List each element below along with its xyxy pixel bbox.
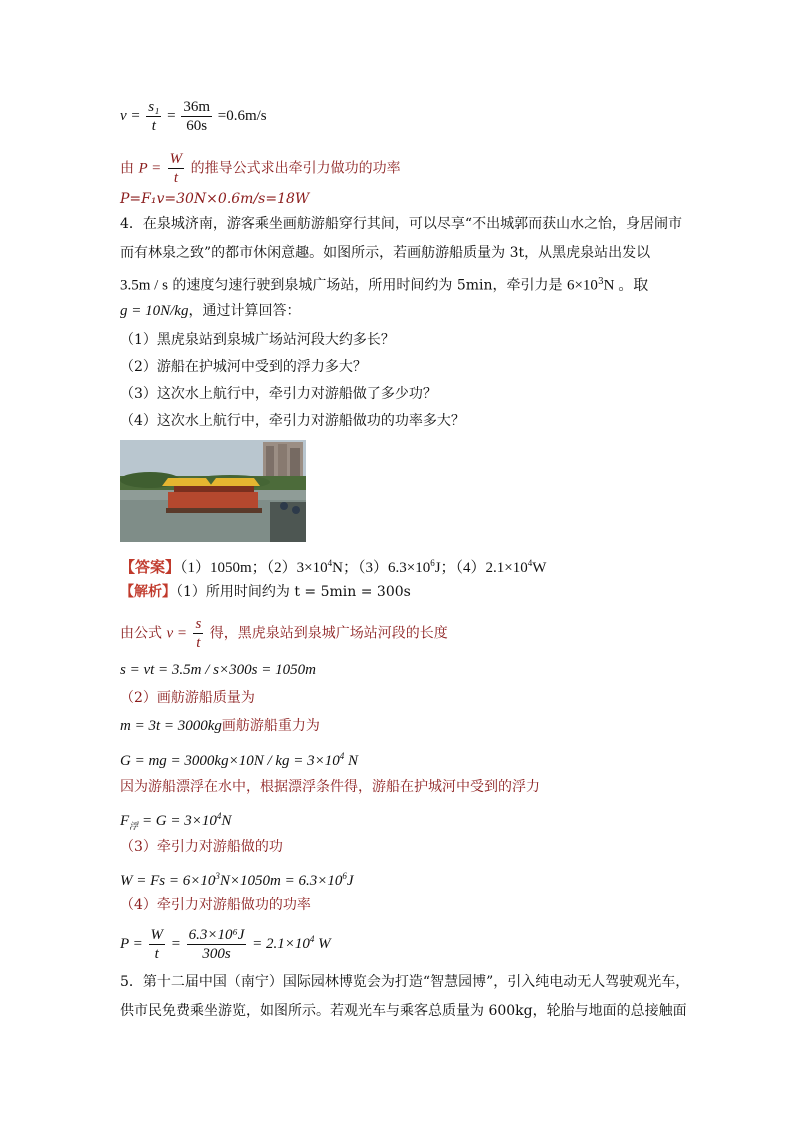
formula-line: 由公式 v = $\frac{s}{t}$ 得，黑虎泉站到泉城广场站河段的长度 xyxy=(120,616,448,651)
q4-sub2: （2）游船在护城河中受到的浮力多大？ xyxy=(120,359,367,375)
float-text: 因为游船漂浮在水中，根据漂浮条件得，游船在护城河中受到的浮力 xyxy=(120,779,540,795)
boat-photo xyxy=(120,440,306,542)
q4-sub3: （3）这次水上航行中，牵引力对游船做了多少功？ xyxy=(120,386,437,402)
part4-title: （4）牵引力对游船做功的功率 xyxy=(120,897,311,913)
q4-text-3: 3.5m / s 的速度匀速行驶到泉城广场站，所用时间约为 5min，牵引力是 $6\times 10^3N$ 。取 xyxy=(120,277,649,294)
analysis-line: 【解析】（1）所用时间约为 t = 5min = 300s xyxy=(120,584,411,600)
part3-title: （3）牵引力对游船做的功 xyxy=(120,839,283,855)
analysis-tag: 【解析】 xyxy=(120,584,176,600)
velocity-formula: v = $\frac{\text{s₁}}{t}$ = $\frac{36m}{60s}$ =0.6m/s xyxy=(120,99,267,134)
work-calc: $W = Fs = 6\times 10^3N\times 1050m = 6.3\times 10^6J$ xyxy=(120,871,354,889)
power-result-line: P=F₁v=30N×0.6m/s=18W xyxy=(120,191,310,207)
power-derivation-line: 由 P = $\frac{W}{t}$ 的推导公式求出牵引力做功的功率 xyxy=(120,151,401,186)
answer-line: 【答案】（1）1050m；$(2)3\times 10^4N$；$(3)6.3\times 10^6J$；$(4)2.1\times 10^4W$ xyxy=(120,558,547,576)
buoyancy-calc: $F_浮 = G = 3\times 10^4N$ xyxy=(120,811,232,831)
gravity-calc: G = mg = 3000kg×10N / kg = $3\times 10^4$ N xyxy=(120,751,359,769)
q5-text-1: 5．第十二届中国（南宁）国际园林博览会为打造“智慧园博”，引入纯电动无人驾驶观光车， xyxy=(120,974,690,990)
q4-sub4: （4）这次水上航行中，牵引力对游船做功的功率多大？ xyxy=(120,413,465,429)
mass-calc: m = 3t = 3000kg画舫游船重力为 xyxy=(120,718,320,734)
q5-text-2: 供市民免费乘坐游览，如图所示。若观光车与乘客总质量为 600kg，轮胎与地面的总接触面 xyxy=(120,1003,687,1019)
answer-tag: 【答案】 xyxy=(120,560,181,576)
q4-text-1: 4．在泉城济南，游客乘坐画舫游船穿行其间，可以尽享“不出城郭而获山水之怡，身居闹市 xyxy=(120,216,683,232)
q4-text-2: 而有林泉之致”的都市休闲意趣。如图所示，若画舫游船质量为 3t，从黑虎泉站出发以 xyxy=(120,245,651,261)
power-calc: P = $\frac{W}{t}$ = $\frac{\text{6.3×10⁶J}}{300s}$ = $2.1\times 10^4$ W xyxy=(120,927,331,962)
distance-calc: s = vt = 3.5m / s×300s = 1050m xyxy=(120,662,316,678)
part2-title: （2）画舫游船质量为 xyxy=(120,690,255,706)
q4-text-4: g = 10N/kg，通过计算回答： xyxy=(120,303,301,319)
q4-sub1: （1）黑虎泉站到泉城广场站河段大约多长？ xyxy=(120,332,395,348)
